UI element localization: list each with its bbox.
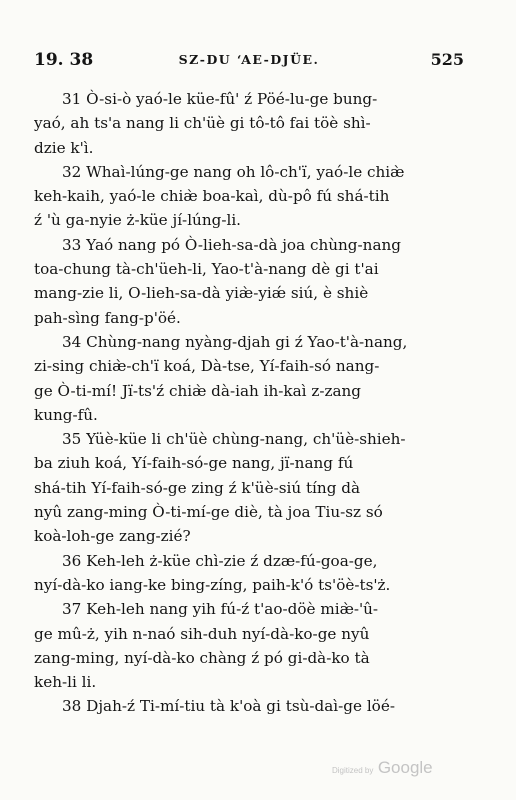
verse-paragraph xyxy=(34,597,464,694)
verse-paragraph xyxy=(34,233,464,330)
verse-line: keh-kaih, yaó-le chiæ̀ boa-kaì, dù-pô fú shá-tih xyxy=(34,187,390,206)
verse-line: zi-sing chiæ̀-ch'ï koá, Dà-tse, Yí-faih-só nang- xyxy=(34,357,380,376)
verse-paragraph xyxy=(34,330,464,427)
verse-line: ź 'ù ga-nyie ż-küe jí-lúng-li. xyxy=(34,211,242,230)
verse-line: 38 Djah-ź Ti-mí-tiu tà k'oà gi tsù-daì-ge löé- xyxy=(62,697,395,716)
verse-line: kung-fû. xyxy=(34,405,98,424)
verse-line: keh-li li. xyxy=(34,673,97,692)
verse-paragraph xyxy=(34,427,464,548)
verse-line: toa-chung tà-ch'üeh-li, Yao-t'à-nang dè gi t'ai xyxy=(34,260,379,279)
verse-paragraph xyxy=(34,87,464,160)
verse-line: 37 Keh-leh nang yih fú-ź t'ao-döè miæ̀-'û- xyxy=(62,600,379,619)
verse-line: 33 Yaó nang pó Ò-lieh-sa-dà joa chùng-nang xyxy=(62,235,402,254)
book-title: SZ-DU ʻAE-DJÜE. xyxy=(178,52,320,67)
page-header xyxy=(34,50,464,70)
verse-line: dzie k'ì. xyxy=(34,138,94,157)
verse-line: ge mû-ż, yih n-naó sih-duh nyí-dà-ko-ge nyû xyxy=(34,624,370,643)
verse-line: 31 Ò-si-ò yaó-le küe-fû' ź Pöé-lu-ge bung- xyxy=(62,90,378,108)
watermark-prefix: Digitized by xyxy=(332,766,374,775)
verse-line: 34 Chùng-nang nyàng-djah gi ź Yao-t'à-nang, xyxy=(62,332,408,351)
verse-line: zang-ming, nyí-dà-ko chàng ź pó gi-dà-ko tà xyxy=(34,648,370,667)
verse-line: shá-tih Yí-faih-só-ge zing ź k'üè-siú tíng dà xyxy=(34,478,361,497)
verse-line: koà-loh-ge zang-zié? xyxy=(34,527,191,546)
page-number: 525 xyxy=(430,50,464,69)
digitized-watermark xyxy=(332,758,433,778)
verse-paragraph xyxy=(34,549,464,598)
verse-line: mang-zie li, O-lieh-sa-dà yiæ̀-yiǽ siú, è shiè xyxy=(34,284,369,303)
google-logo: Google xyxy=(377,758,433,777)
verse-line: 32 Whaì-lúng-ge nang oh lô-ch'ï, yaó-le chiæ̀ xyxy=(62,162,405,181)
chapter-verse-reference: 19. 38 xyxy=(34,50,94,70)
verse-line: nyû zang-ming Ò-ti-mí-ge diè, tà joa Tiu-sz só xyxy=(34,503,383,522)
verse-paragraph xyxy=(34,694,464,718)
verse-line: pah-sìng fang-p'öé. xyxy=(34,308,181,327)
verse-line: 35 Yüè-küe li ch'üè chùng-nang, ch'üè-shieh- xyxy=(62,430,406,449)
verse-text-body xyxy=(34,87,464,719)
verse-line: ba ziuh koá, Yí-faih-só-ge nang, jï-nang fú xyxy=(34,454,354,473)
verse-line: yaó, ah ts'a nang li ch'üè gi tô-tô fai töè shì- xyxy=(34,114,371,133)
verse-paragraph xyxy=(34,160,464,233)
verse-line: nyí-dà-ko iang-ke bing-zíng, paih-k'ó ts'öè-ts'ż. xyxy=(34,575,391,594)
verse-line: 36 Keh-leh ż-küe chì-zie ź dzæ-fú-goa-ge, xyxy=(62,551,378,570)
verse-line: ge Ò-ti-mí! Jï-ts'ź chiæ̀ dà-iah ih-kaì z-zang xyxy=(34,381,362,400)
